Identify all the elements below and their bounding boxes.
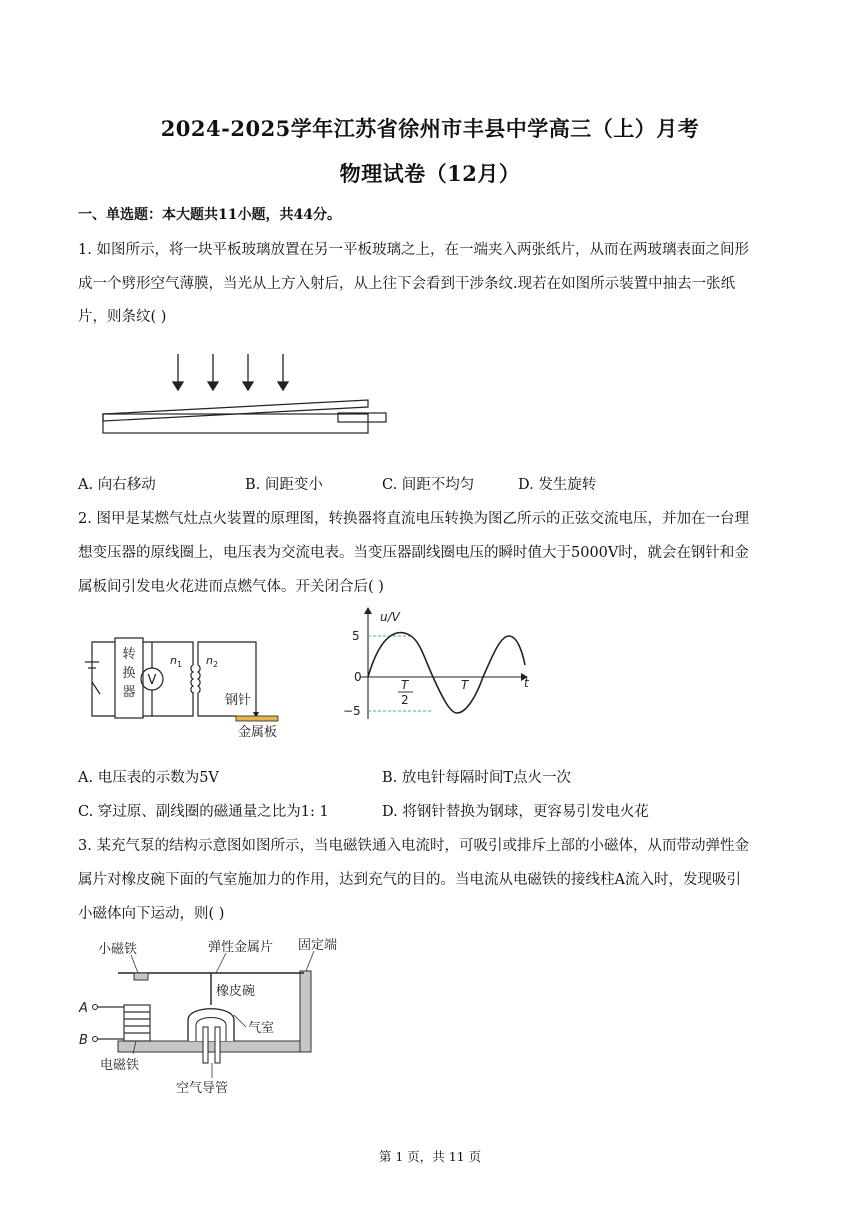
y-tick-top: 5: [352, 629, 360, 643]
page-footer: 第 1 页，共 11 页: [378, 1149, 482, 1164]
y-axis-label: u/V: [380, 610, 400, 624]
x-axis-label: t: [524, 676, 529, 690]
plate-label: 金属板: [238, 725, 278, 740]
air-tube-label: 空气导管: [176, 1081, 229, 1096]
q1-glass-figure: [98, 352, 393, 438]
origin-label: 0: [354, 670, 362, 684]
q1-option-a[interactable]: A. 向右移动: [78, 477, 156, 493]
n1-subscript: 1: [177, 660, 183, 669]
terminal-b-label: B: [79, 1033, 88, 1048]
converter-char-3: 器: [122, 685, 136, 700]
terminal-a-label: A: [79, 1001, 88, 1016]
half-period-numerator: T: [401, 678, 409, 692]
section-heading: 一、单选题：本大题共11小题，共44分。: [78, 207, 341, 223]
q2-option-b[interactable]: B. 放电针每隔时间T点火一次: [382, 770, 572, 786]
q1-line3: 片，则条纹( ): [78, 309, 167, 325]
q1-option-d[interactable]: D. 发生旋转: [518, 477, 597, 493]
air-chamber-label: 气室: [248, 1021, 275, 1036]
q2-line2: 想变压器的原线圈上，电压表为交流电表。当变压器副线圈电压的瞬时值大于5000V时，就会在钢针和金: [78, 545, 749, 561]
fixed-end-label: 固定端: [298, 938, 338, 953]
q3-line3: 小磁体向下运动，则( ): [78, 906, 225, 922]
q2-option-c[interactable]: C. 穿过原、副线圈的磁通量之比为1: 1: [78, 804, 329, 820]
sine-curve: [368, 633, 525, 713]
converter-char-1: 转: [122, 647, 136, 662]
q2-option-d[interactable]: D. 将钢针替换为钢球，更容易引发电火花: [382, 804, 649, 820]
needle-label: 钢针: [225, 693, 252, 708]
half-period-denominator: 2: [401, 693, 409, 707]
q3-line1: 3. 某充气泵的结构示意图如图所示，当电磁铁通入电流时，可吸引或排斥上部的小磁体，从而带动弹性金: [78, 838, 749, 854]
q2-line1: 2. 图甲是某燃气灶点火装置的原理图，转换器将直流电压转换为图乙所示的正弦交流电压，并加在一台理: [78, 511, 749, 527]
small-magnet-label: 小磁铁: [98, 942, 138, 957]
q2-line3: 属板间引发电火花进而点燃气体。开关闭合后( ): [78, 579, 384, 595]
q1-option-b[interactable]: B. 间距变小: [245, 477, 323, 493]
n2-subscript: 2: [213, 660, 219, 669]
voltmeter-label: V: [147, 673, 157, 688]
converter-char-2: 换: [122, 666, 136, 681]
n2-label: n: [206, 654, 213, 667]
y-tick-bottom: −5: [343, 704, 361, 718]
q3-line2: 属片对橡皮碗下面的气室施加力的作用，达到充气的目的。当电流从电磁铁的接线柱A流入时，发现吸引: [78, 872, 741, 888]
metal-strip-label: 弹性金属片: [208, 940, 274, 955]
q1-option-c[interactable]: C. 间距不均匀: [382, 477, 475, 493]
q1-line1: 1. 如图所示，将一块平板玻璃放置在另一平板玻璃之上，在一端夹入两张纸片，从而在两玻璃表面之间形: [78, 242, 749, 258]
title-line1: 2024-2025学年江苏省徐州市丰县中学高三（上）月考: [160, 116, 700, 141]
n1-label: n: [170, 654, 177, 667]
electromagnet-label: 电磁铁: [100, 1058, 140, 1073]
q2-option-a[interactable]: A. 电压表的示数为5V: [78, 770, 219, 786]
rubber-bowl-label: 橡皮碗: [216, 984, 256, 999]
period-label: T: [461, 678, 469, 692]
q2-voltage-graph: [340, 605, 540, 723]
title-line2: 物理试卷（12月）: [339, 161, 521, 186]
q1-line2: 成一个劈形空气薄膜，当光从上方入射后，从上往下会看到干涉条纹.现若在如图所示装置中抽去一张纸: [78, 276, 736, 292]
q3-air-pump-diagram: [76, 935, 366, 1097]
q2-circuit-diagram: [78, 630, 288, 742]
